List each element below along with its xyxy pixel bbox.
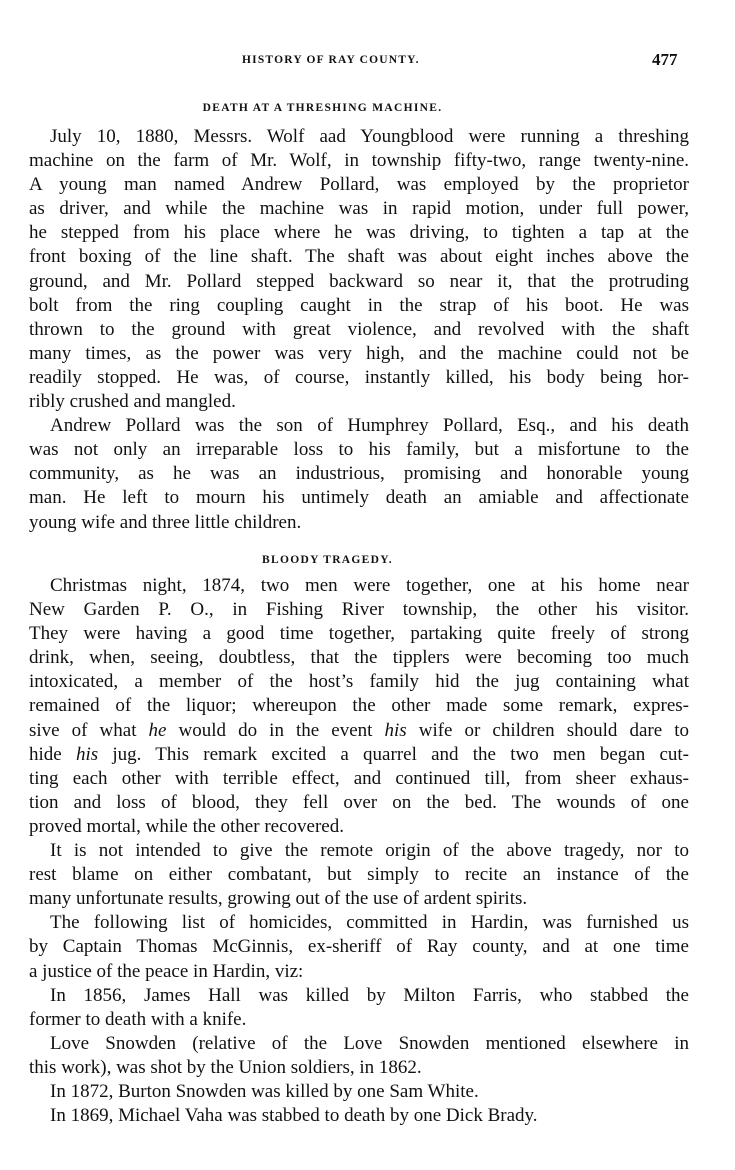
paragraph-threshing-accident [29, 125, 689, 414]
section-body-bloody-tragedy [29, 574, 689, 1128]
paragraph-andrew-pollard [29, 414, 689, 534]
text-line: ribly crushed and mangled. [29, 391, 236, 413]
text-line: remained of the liquor; whereupon the other made some remark, expres- [29, 695, 689, 717]
text-line: In 1856, James Hall was killed by Milton Farris, who stabbed the [50, 984, 689, 1006]
text-line: many unfortunate results, growing out of the use of ardent spirits. [29, 888, 528, 910]
text-line [29, 743, 689, 767]
text-line: tion and loss of blood, they fell over on the bed. The wounds of one [29, 791, 689, 813]
paragraph-christmas-night [29, 574, 689, 839]
paragraph-homicide-list-intro [29, 911, 689, 983]
text-line: this work), was shot by the Union soldiers, in 1862. [29, 1056, 422, 1078]
text-line: It is not intended to give the remote origin of the above tragedy, nor to [50, 840, 689, 862]
text-line: readily stopped. He was, of course, instantly killed, his body being hor- [29, 366, 689, 388]
running-header [0, 50, 735, 74]
text-line: a justice of the peace in Hardin, viz: [29, 960, 304, 982]
text-line: bolt from the ring coupling caught in the strap of his boot. He was [29, 294, 689, 316]
italic-emphasis: his [75, 743, 99, 765]
running-title: HISTORY OF RAY COUNTY. [242, 54, 420, 66]
text-line: New Garden P. O., in Fishing River township, the other his visitor. [29, 599, 689, 621]
text-run: jug. This remark excited a quarrel and the two men began cut- [98, 743, 689, 765]
paragraph-homicide-1862 [29, 1032, 689, 1080]
text-line: They were having a good time together, partaking quite freely of strong [29, 623, 689, 645]
text-line: young wife and three little children. [29, 511, 302, 533]
text-line: community, as he was an industrious, promising and honorable young [29, 463, 689, 485]
text-run: wife or children should dare to [406, 719, 690, 741]
italic-emphasis: he [148, 719, 167, 741]
text-line: by Captain Thomas McGinnis, ex-sheriff of Ray county, and at one time [29, 936, 689, 958]
paragraph-homicide-1872 [29, 1080, 689, 1104]
text-run: hide [29, 743, 76, 765]
paragraph-remote-origin [29, 839, 689, 911]
text-line: ground, and Mr. Pollard stepped backward so near it, that the protruding [29, 270, 689, 292]
text-line: intoxicated, a member of the host’s family hid the jug containing what [29, 671, 689, 693]
text-line: as driver, and while the machine was in rapid motion, under full power, [29, 198, 689, 220]
text-line: In 1872, Burton Snowden was killed by one Sam White. [50, 1080, 479, 1102]
text-line: Christmas night, 1874, two men were together, one at his home near [50, 575, 689, 596]
text-line: machine on the farm of Mr. Wolf, in township fifty-two, range twenty-nine. [29, 150, 689, 172]
text-line: A young man named Andrew Pollard, was employed by the proprietor [29, 174, 689, 196]
text-line: drink, when, seeing, doubtless, that the tipplers were becoming too much [29, 647, 689, 669]
text-line: The following list of homicides, committed in Hardin, was furnished us [50, 912, 689, 934]
paragraph-homicide-1856 [29, 984, 689, 1032]
text-line: former to death with a knife. [29, 1008, 247, 1030]
italic-emphasis: his [384, 719, 407, 741]
text-line: July 10, 1880, Messrs. Wolf aad Youngblood were running a threshing [50, 126, 689, 147]
text-line: proved mortal, while the other recovered. [29, 815, 344, 837]
text-line: ting each other with terrible effect, and continued till, from sheer exhaus- [29, 767, 689, 789]
text-run: sive of what [29, 719, 149, 741]
paragraph-homicide-1869 [29, 1104, 689, 1128]
text-line [29, 719, 689, 743]
section-heading-threshing: DEATH AT A THRESHING MACHINE. [202, 102, 443, 114]
text-line: front boxing of the line shaft. The shaft was about eight inches above the [29, 246, 689, 268]
text-line: rest blame on either combatant, but simply to recite an instance of the [29, 864, 689, 886]
text-line: was not only an irreparable loss to his family, but a misfortune to the [29, 439, 689, 461]
text-run: would do in the event [166, 719, 385, 741]
text-line: man. He left to mourn his untimely death an amiable and affectionate [29, 487, 689, 509]
page-number: 477 [652, 50, 678, 69]
text-line: he stepped from his place where he was driving, to tighten a tap at the [29, 222, 689, 244]
text-line: many times, as the power was very high, and the machine could not be [29, 342, 689, 364]
section-body-threshing [29, 125, 689, 535]
section-heading-bloody-tragedy: BLOODY TRAGEDY. [262, 554, 393, 566]
text-line: Love Snowden (relative of the Love Snowden mentioned elsewhere in [50, 1032, 689, 1054]
text-line: thrown to the ground with great violence, and revolved with the shaft [29, 318, 689, 340]
text-line: In 1869, Michael Vaha was stabbed to death by one Dick Brady. [50, 1105, 538, 1127]
text-line: Andrew Pollard was the son of Humphrey Pollard, Esq., and his death [50, 415, 689, 437]
